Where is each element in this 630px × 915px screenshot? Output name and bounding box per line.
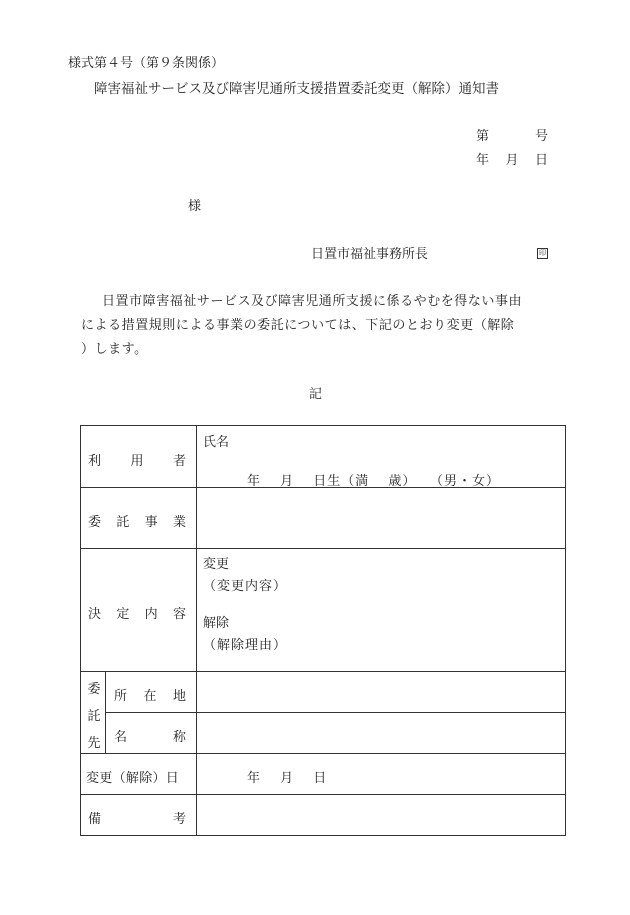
issue-day: 日 — [534, 153, 548, 168]
label-consignee-name: 名 称 — [114, 730, 186, 745]
issue-month: 月 — [505, 153, 519, 168]
label-address: 所 在 地 — [114, 689, 186, 704]
issue-date — [476, 149, 548, 168]
label-business: 委 託 事 業 — [88, 515, 186, 530]
reference-prefix: 第 — [476, 129, 490, 144]
ki-heading: 記 — [309, 387, 323, 402]
document-title: 障害福祉サービス及び障害児通所支援措置委託変更（解除）通知書 — [94, 81, 499, 97]
label-decision: 決 定 内 容 — [88, 607, 186, 622]
body-line-3: ）します。 — [81, 342, 148, 357]
cancel-label: 解除 — [203, 616, 230, 631]
reference-suffix: 号 — [534, 129, 548, 144]
body-line-1: 日置市障害福祉サービス及び障害児通所支援に係るやむを得ない事由 — [102, 294, 523, 309]
seal-icon: 印 — [539, 249, 546, 257]
change-date-value: 年 月 日 — [247, 771, 328, 786]
seal-mark — [537, 244, 548, 259]
sender-name: 日置市福祉事務所長 — [311, 247, 429, 262]
addressee-honorific: 様 — [188, 199, 202, 214]
form-number: 様式第４号（第９条関係） — [68, 56, 225, 71]
issue-year: 年 — [476, 153, 490, 168]
change-label: 変更 — [203, 557, 230, 572]
change-detail: （変更内容） — [203, 579, 288, 594]
sex-selector: （男・女） — [430, 474, 501, 489]
name-label: 氏名 — [203, 435, 230, 450]
label-change-date: 変更（解除）日 — [86, 771, 180, 786]
body-line-2: による措置規則による事業の委託については、下記のとおり変更（解除 — [81, 318, 515, 333]
label-remarks: 備 考 — [88, 812, 186, 827]
label-consignee: 委 託 先 — [87, 682, 101, 751]
label-user: 利 用 者 — [88, 454, 186, 469]
cancel-detail: （解除理由） — [203, 638, 288, 653]
birthdate-age: 年 月 日生（満 歳） — [247, 474, 417, 489]
reference-number — [476, 125, 548, 144]
